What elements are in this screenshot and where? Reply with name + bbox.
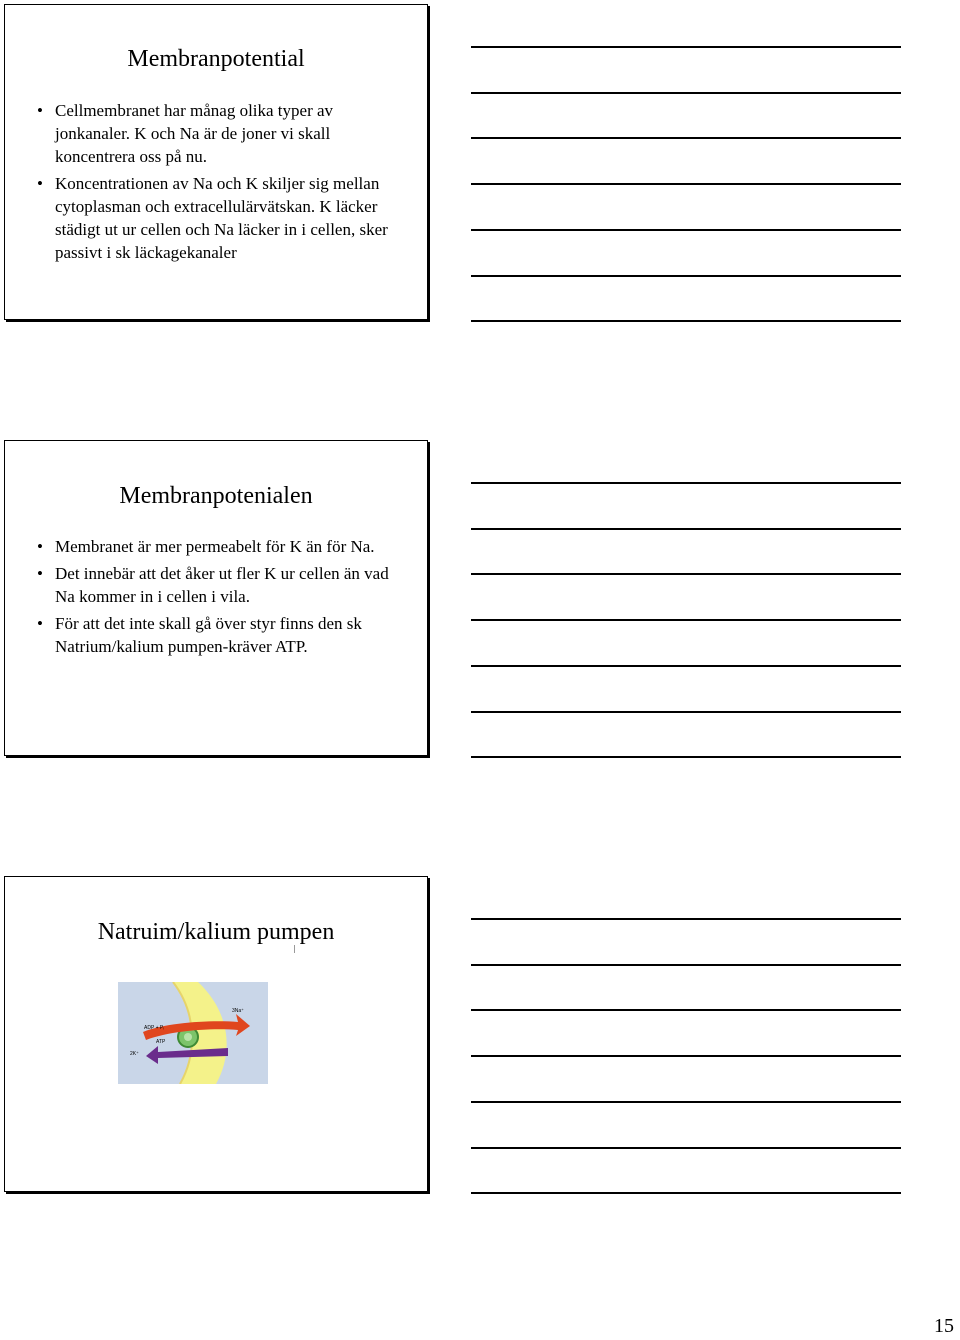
note-line bbox=[471, 46, 901, 48]
note-line bbox=[471, 528, 901, 530]
note-line bbox=[471, 711, 901, 713]
bullet-item: • Koncentrationen av Na och K skiljer sig mellan cytoplasman och extracellulärvätskan. K läcker städigt ut ur cellen och Na läcker in i cellen, sker passivt i sk läckagekanaler bbox=[37, 172, 411, 264]
note-line bbox=[471, 756, 901, 758]
note-line bbox=[471, 275, 901, 277]
slide-1 bbox=[4, 4, 428, 320]
label-na: 3Na⁺ bbox=[232, 1008, 244, 1014]
note-line bbox=[471, 918, 901, 920]
note-line bbox=[471, 183, 901, 185]
note-line bbox=[471, 665, 901, 667]
bullet-list bbox=[37, 99, 411, 268]
slide-3 bbox=[4, 876, 428, 1192]
note-line bbox=[471, 964, 901, 966]
slide-title: Membranpotential bbox=[127, 46, 305, 72]
bullet-item: • Cellmembranet har månag olika typer av jonkanaler. K och Na är de joner vi skall koncentrera oss på nu. bbox=[37, 99, 411, 168]
pump-protein-core bbox=[184, 1033, 192, 1041]
bullet-list bbox=[37, 535, 411, 662]
note-line bbox=[471, 573, 901, 575]
slide-title: Natruim/kalium pumpen bbox=[97, 919, 335, 945]
slide-title: Membranpotenialen bbox=[119, 483, 313, 509]
note-line bbox=[471, 92, 901, 94]
note-line bbox=[471, 1192, 901, 1194]
note-line bbox=[471, 137, 901, 139]
note-line bbox=[471, 229, 901, 231]
bullet-item: • Membranet är mer permeabelt för K än för Na. bbox=[37, 535, 411, 558]
note-line bbox=[471, 1101, 901, 1103]
tick-mark bbox=[294, 945, 295, 953]
note-line bbox=[471, 482, 901, 484]
note-line bbox=[471, 619, 901, 621]
note-line bbox=[471, 1009, 901, 1011]
page-number: 15 bbox=[934, 1315, 954, 1337]
label-adp: ADP + Pᵢ bbox=[144, 1025, 165, 1031]
sodium-potassium-pump-figure bbox=[118, 982, 268, 1084]
label-k: 2K⁺ bbox=[130, 1051, 139, 1057]
label-atp: ATP bbox=[156, 1039, 166, 1045]
bullet-item: • För att det inte skall gå över styr finns den sk Natrium/kalium pumpen-kräver ATP. bbox=[37, 612, 411, 658]
note-line bbox=[471, 1147, 901, 1149]
note-line bbox=[471, 1055, 901, 1057]
bullet-item: • Det innebär att det åker ut fler K ur cellen än vad Na kommer in i cellen i vila. bbox=[37, 562, 411, 608]
note-line bbox=[471, 320, 901, 322]
slide-2 bbox=[4, 440, 428, 756]
